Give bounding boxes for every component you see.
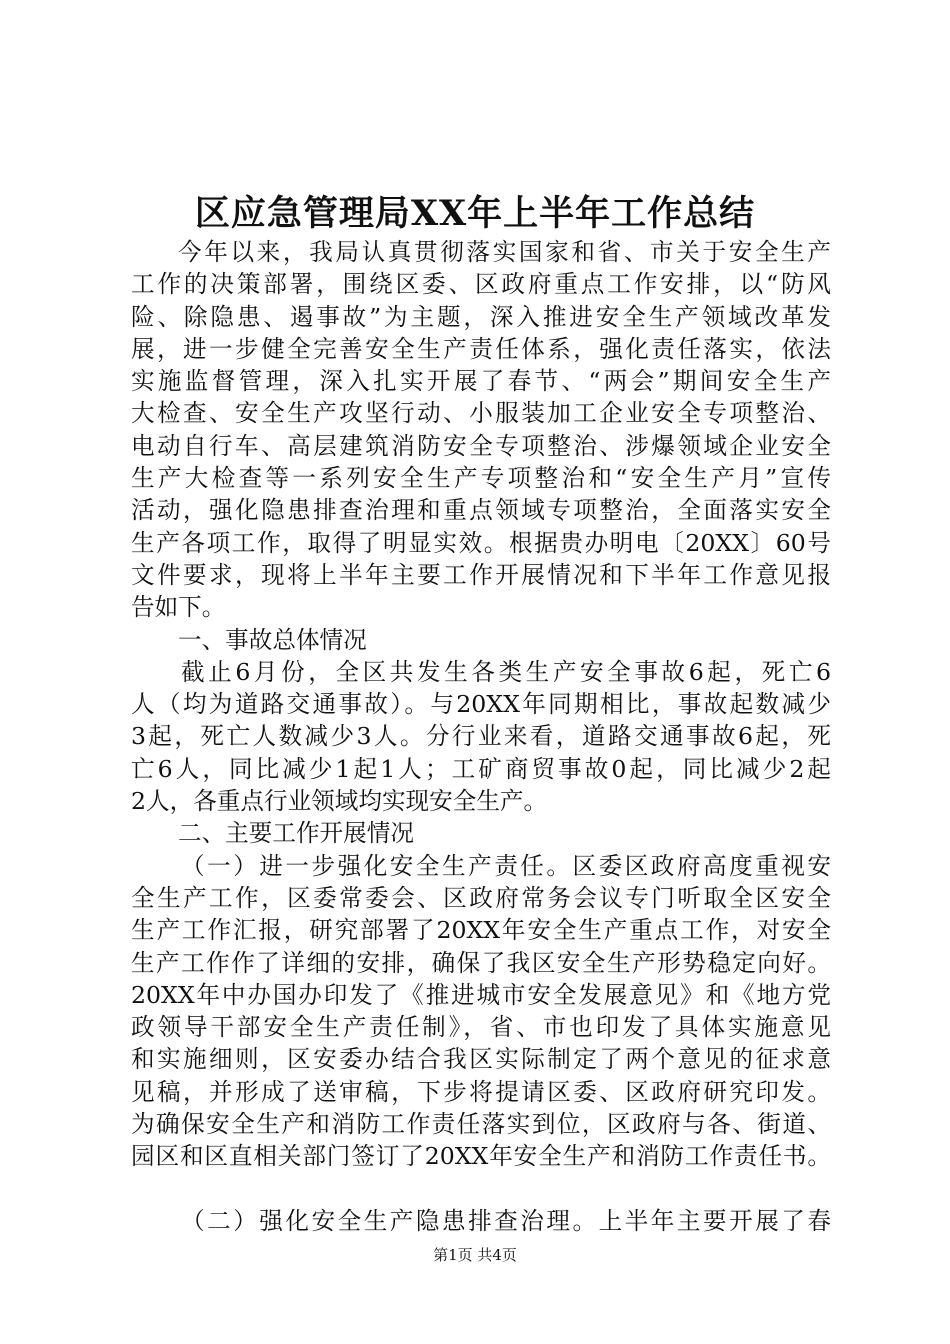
- text-line: 生产工作作了详细的安排，确保了我区安全生产形势稳定向好。: [131, 948, 831, 977]
- text-line: 实施监督管理，深入扎实开展了春节、“两会”期间安全生产: [131, 367, 831, 396]
- text-line: 活动，强化隐患排查治理和重点领域专项整治，全面落实安全: [131, 496, 831, 525]
- text-line: 见稿，并形成了送审稿，下步将提请区委、区政府研究印发。: [131, 1077, 831, 1106]
- text-line: （一）进一步强化安全生产责任。区委区政府高度重视安: [181, 851, 831, 880]
- document-title: 区应急管理局XX年上半年工作总结: [194, 193, 756, 234]
- text-line: 园区和区直相关部门签订了20XX年安全生产和消防工作责任书。: [131, 1142, 831, 1171]
- text-line: 2人，各重点行业领域均实现安全生产。: [131, 787, 548, 816]
- text-line: 告如下。: [131, 593, 226, 622]
- text-line: 全生产工作，区委常委会、区政府常务会议专门听取全区安全: [131, 883, 831, 912]
- text-line: 电动自行车、高层建筑消防安全专项整治、涉爆领域企业安全: [131, 431, 831, 460]
- document-body: [131, 236, 831, 1237]
- text-line: 文件要求，现将上半年主要工作开展情况和下半年工作意见报: [131, 560, 831, 589]
- text-line: 生产工作汇报，研究部署了20XX年安全生产重点工作，对安全: [131, 916, 831, 945]
- text-line: 亡6人，同比减少1起1人；工矿商贸事故0起，同比减少2起: [131, 754, 831, 783]
- section-heading: 一、事故总体情况: [178, 625, 367, 654]
- text-line: 截止6月份，全区共发生各类生产安全事故6起，死亡6: [181, 657, 831, 686]
- text-line: 为确保安全生产和消防工作责任落实到位，区政府与各、街道、: [131, 1110, 831, 1139]
- text-line: 生产大检查等一系列安全生产专项整治和“安全生产月”宣传: [131, 464, 831, 493]
- text-line: 工作的决策部署，围绕区委、区政府重点工作安排，以“防风: [131, 270, 831, 299]
- text-line: 险、除隐患、遏事故”为主题，深入推进安全生产领域改革发: [131, 302, 831, 331]
- blank-line: [131, 1173, 831, 1205]
- page-number: 第1页 共4页: [433, 1246, 517, 1264]
- text-line: 大检查、安全生产攻坚行动、小服装加工企业安全专项整治、: [131, 399, 831, 428]
- text-line: 和实施细则，区安委办结合我区实际制定了两个意见的征求意: [131, 1045, 831, 1074]
- text-line: 生产各项工作，取得了明显实效。根据贵办明电〔20XX〕60号: [131, 528, 831, 557]
- text-line: 今年以来，我局认真贯彻落实国家和省、市关于安全生产: [178, 238, 831, 266]
- section-heading: 二、主要工作开展情况: [178, 819, 414, 848]
- text-line: 20XX年中办国办印发了《推进城市安全发展意见》和《地方党: [131, 980, 831, 1009]
- text-line: 展，进一步健全完善安全生产责任体系，强化责任落实，依法: [131, 334, 831, 363]
- text-line: （二）强化安全生产隐患排查治理。上半年主要开展了春: [181, 1206, 831, 1235]
- text-line: 政领导干部安全生产责任制》，省、市也印发了具体实施意见: [131, 1013, 831, 1042]
- text-line: 3起，死亡人数减少3人。分行业来看，道路交通事故6起，死: [131, 722, 831, 751]
- text-line: 人（均为道路交通事故）。与20XX年同期相比，事故起数减少: [131, 690, 831, 719]
